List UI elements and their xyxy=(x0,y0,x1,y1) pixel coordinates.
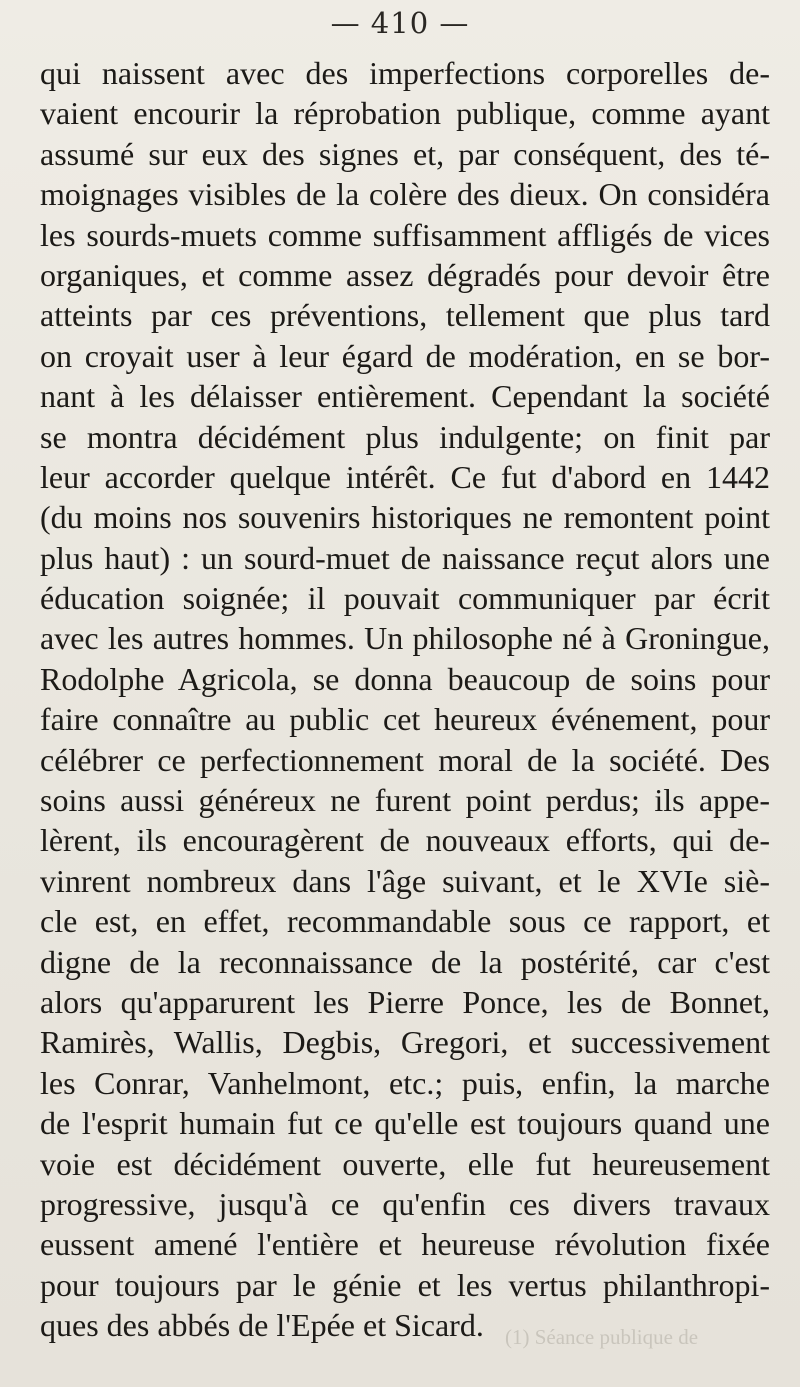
text-line: vinrent nombreux dans l'âge suivant, et le XVIe siè- xyxy=(40,862,770,899)
text-line: avec les autres hommes. Un philosophe né à Groningue, xyxy=(40,620,770,657)
text-line: cle est, en effet, recommandable sous ce rapport, et xyxy=(40,903,770,940)
text-line: les Conrar, Vanhelmont, etc.; puis, enfin, la marche xyxy=(40,1064,770,1101)
text-line: voie est décidément ouverte, elle fut heureusement xyxy=(40,1145,770,1182)
text-line: eussent amené l'entière et heureuse révolution fixée xyxy=(40,1226,770,1263)
text-line: vaient encourir la réprobation publique, comme ayant xyxy=(40,95,770,132)
text-line: organiques, et comme assez dégradés pour devoir être xyxy=(40,256,770,293)
text-line: nant à les délaisser entièrement. Cependant la société xyxy=(40,378,770,415)
text-line: pour toujours par le génie et les vertus philanthropi- xyxy=(40,1266,770,1303)
text-line: soins aussi généreux ne furent point perdus; ils appe- xyxy=(40,782,770,819)
text-line: célébrer ce perfectionnement moral de la société. Des xyxy=(40,741,770,778)
text-line: éducation soignée; il pouvait communiquer par écrit xyxy=(40,580,770,617)
text-line: alors qu'apparurent les Pierre Ponce, les de Bonnet, xyxy=(40,983,770,1020)
text-line: qui naissent avec des imperfections corporelles de- xyxy=(40,55,770,91)
page-number: — 410 — xyxy=(330,6,470,40)
text-line: les sourds-muets comme suffisamment affligés de vices xyxy=(40,216,770,253)
text-line: moignages visibles de la colère des dieux. On considéra xyxy=(40,176,770,213)
text-line: leur accorder quelque intérêt. Ce fut d'abord en 1442 xyxy=(40,458,770,495)
text-line: de l'esprit humain fut ce qu'elle est toujours quand une xyxy=(40,1105,770,1142)
footnote-bleed-through: (1) Séance publique de xyxy=(505,1325,699,1349)
text-line: ques des abbés de l'Epée et Sicard. xyxy=(40,1307,484,1344)
text-line: lèrent, ils encouragèrent de nouveaux efforts, qui de- xyxy=(40,822,770,859)
text-line: atteints par ces préventions, tellement que plus tard xyxy=(40,297,770,334)
text-line: Ramirès, Wallis, Degbis, Gregori, et successivement xyxy=(40,1024,770,1061)
body-text xyxy=(40,53,770,1346)
text-line: faire connaître au public cet heureux événement, pour xyxy=(40,701,770,738)
text-line: progressive, jusqu'à ce qu'enfin ces divers travaux xyxy=(40,1185,770,1222)
text-line: on croyait user à leur égard de modération, en se bor- xyxy=(40,337,770,374)
text-line: plus haut) : un sourd-muet de naissance reçut alors une xyxy=(40,539,770,576)
text-line: se montra décidément plus indulgente; on finit par xyxy=(40,418,770,455)
text-line: digne de la reconnaissance de la postérité, car c'est xyxy=(40,943,770,980)
text-line: Rodolphe Agricola, se donna beaucoup de soins pour xyxy=(40,660,770,697)
text-line: assumé sur eux des signes et, par conséquent, des té- xyxy=(40,135,770,172)
text-line: (du moins nos souvenirs historiques ne remontent point xyxy=(40,499,770,536)
